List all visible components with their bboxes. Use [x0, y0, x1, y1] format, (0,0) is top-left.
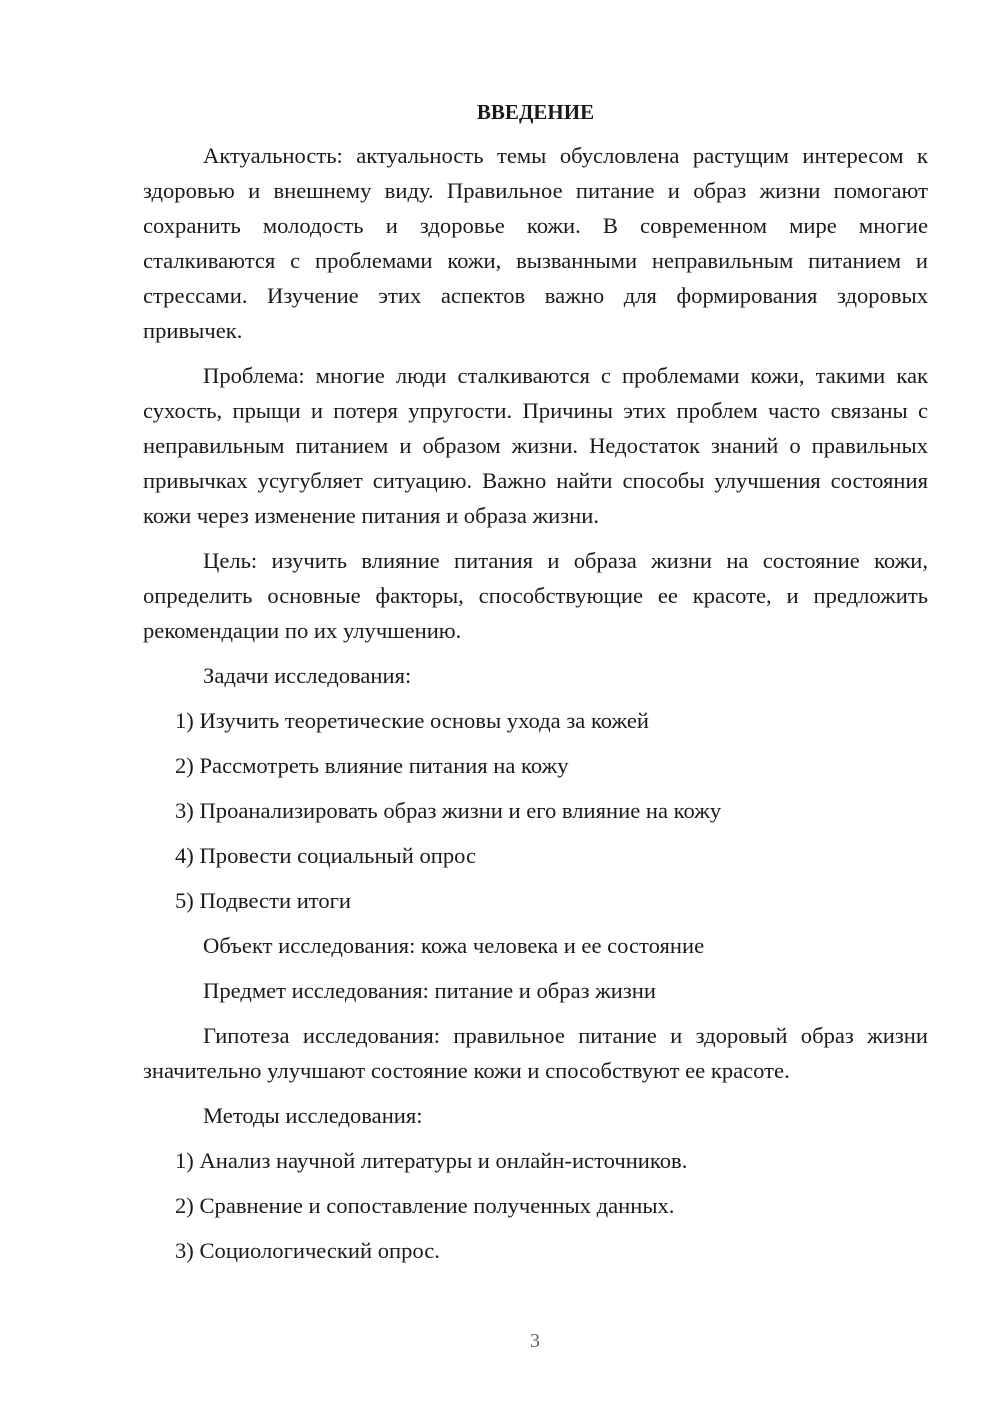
hypothesis-paragraph: Гипотеза исследования: правильное питание и здоровый образ жизни значительно улучшают состояние кожи и способствуют ее красоте.	[143, 1023, 928, 1083]
list-item: 3) Социологический опрос.	[175, 1238, 440, 1263]
list-item: 2) Рассмотреть влияние питания на кожу	[175, 753, 569, 778]
methods-list	[143, 1143, 928, 1268]
list-item: 2) Сравнение и сопоставление полученных данных.	[175, 1193, 675, 1218]
problem-paragraph: Проблема: многие люди сталкиваются с проблемами кожи, такими как сухость, прыщи и потеря упругости. Причины этих проблем часто связаны с неправильным питанием и образом жизни. Недостаток знаний о правильных привычках усугубляет ситуацию. Важно найти способы улучшения состояния кожи через изменение питания и образа жизни.	[143, 363, 928, 528]
page-number: 3	[530, 1330, 540, 1352]
list-item: 4) Провести социальный опрос	[175, 843, 477, 868]
relevance-paragraph: Актуальность: актуальность темы обусловлена растущим интересом к здоровью и внешнему виду. Правильное питание и образ жизни помогают сохранить молодость и здоровье кожи. В современном мире многие сталкиваются с проблемами кожи, вызванными неправильным питанием и стрессами. Изучение этих аспектов важно для формирования здоровых привычек.	[143, 143, 928, 343]
list-item: 1) Изучить теоретические основы ухода за кожей	[175, 708, 649, 733]
goal-paragraph: Цель: изучить влияние питания и образа жизни на состояние кожи, определить основные факторы, способствующие ее красоте, и предложить рекомендации по их улучшению.	[143, 548, 928, 643]
subject-line: Предмет исследования: питание и образ жизни	[203, 978, 656, 1003]
methods-heading: Методы исследования:	[203, 1103, 423, 1128]
tasks-list	[143, 703, 928, 918]
page-title: ВВЕДЕНИЕ	[476, 100, 595, 124]
tasks-heading: Задачи исследования:	[203, 663, 412, 688]
list-item: 3) Проанализировать образ жизни и его влияние на кожу	[175, 798, 722, 823]
list-item: 1) Анализ научной литературы и онлайн-источников.	[175, 1148, 688, 1173]
list-item: 5) Подвести итоги	[175, 888, 352, 913]
document-page	[143, 96, 928, 1278]
object-line: Объект исследования: кожа человека и ее состояние	[203, 933, 705, 958]
